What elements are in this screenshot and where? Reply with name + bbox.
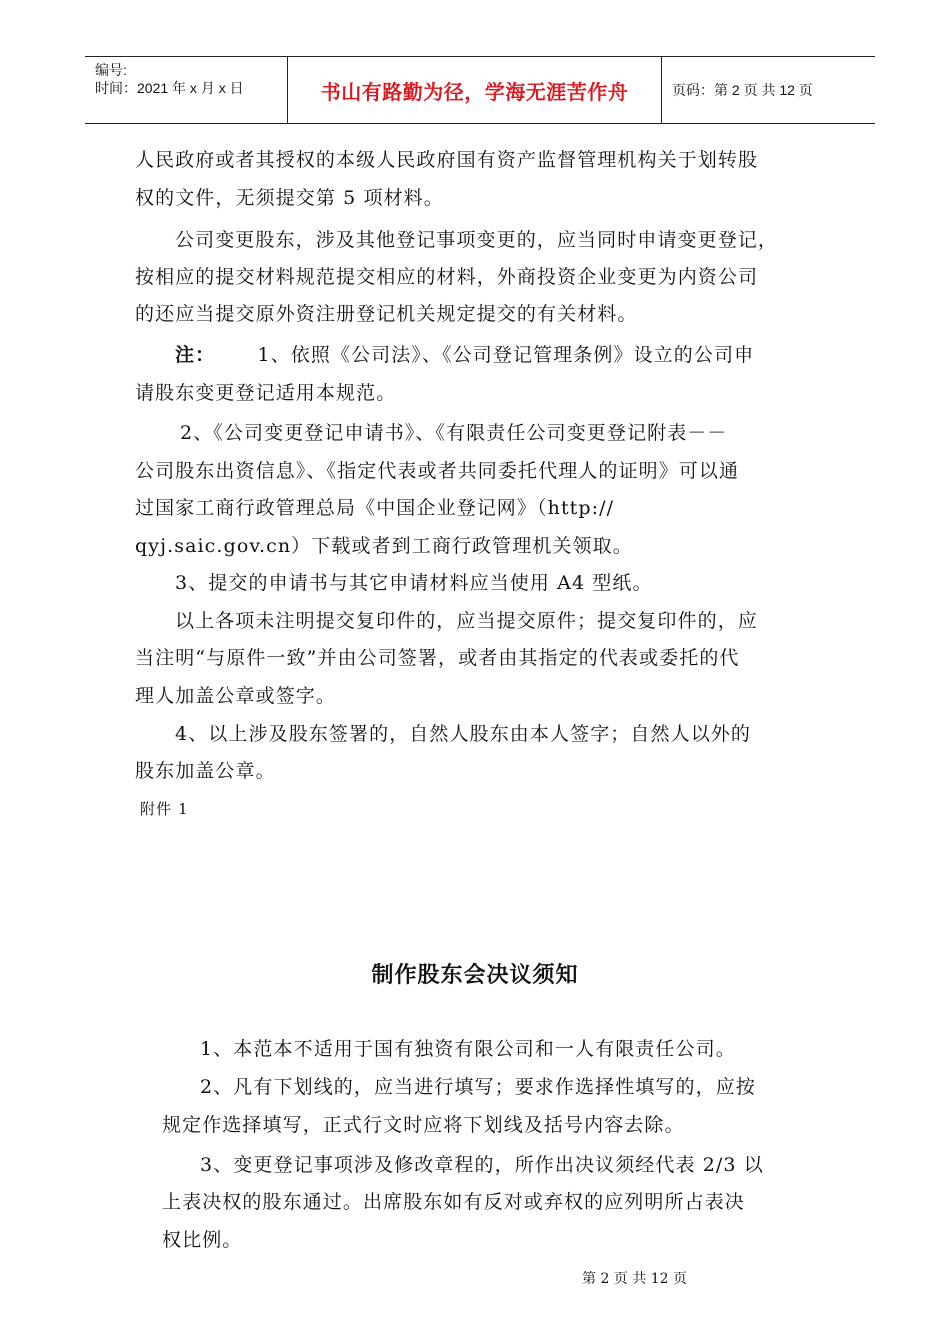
section-title: 制作股东会决议须知 — [371, 963, 579, 988]
paragraph-line: 股东加盖公章。 — [135, 760, 276, 782]
page-footer: 第 2 页 共 12 页 — [582, 1271, 687, 1287]
paragraph-line: 人民政府或者其授权的本级人民政府国有资产监督管理机构关于划转股 — [135, 149, 759, 171]
note-3-line: 3、提交的申请书与其它申请材料应当使用 A4 型纸。 — [175, 572, 653, 594]
header-meta — [85, 57, 287, 123]
paragraph-line: 权的文件，无须提交第 5 项材料。 — [135, 187, 444, 209]
note-4-line: 4、以上涉及股东签署的，自然人股东由本人签字；自然人以外的 — [175, 723, 751, 745]
paragraph-line: 以上各项未注明提交复印件的，应当提交原件；提交复印件的，应 — [175, 610, 758, 632]
section-item-2: 2、凡有下划线的，应当进行填写；要求作选择性填写的，应按 — [200, 1076, 756, 1098]
attachment-label: 附件 1 — [140, 800, 189, 818]
paragraph-line: 规定作选择填写，正式行文时应将下划线及括号内容去除。 — [162, 1114, 685, 1136]
paragraph-line: qyj.saic.gov.cn）下载或者到工商行政管理机关领取。 — [135, 535, 633, 557]
page-header — [85, 56, 875, 124]
paragraph-line: 公司股东出资信息》、《指定代表或者共同委托代理人的证明》可以通 — [135, 460, 740, 482]
document-date: 时间：2021 年 x 月 x 日 — [95, 80, 244, 96]
note-label: 注： — [175, 344, 216, 366]
note-1-text: 1、依照《公司法》、《公司登记管理条例》设立的公司申 — [257, 344, 755, 366]
note-1-line — [175, 342, 754, 368]
header-page-info: 页码：第 2 页 共 12 页 — [672, 82, 813, 98]
paragraph-line: 请股东变更登记适用本规范。 — [135, 382, 397, 404]
section-item-3: 3、变更登记事项涉及修改章程的，所作出决议须经代表 2/3 以 — [200, 1154, 764, 1176]
paragraph-line: 理人加盖公章或签字。 — [135, 685, 337, 707]
paragraph-line: 过国家工商行政管理总局《中国企业登记网》（http:// — [135, 497, 615, 519]
section-item-1: 1、本范本不适用于国有独资有限公司和一人有限责任公司。 — [200, 1038, 736, 1060]
paragraph-line: 当注明“与原件一致”并由公司签署，或者由其指定的代表或委托的代 — [135, 647, 740, 669]
header-motto: 书山有路勤为径，学海无涯苦作舟 — [287, 57, 662, 123]
paragraph-line: 的还应当提交原外资注册登记机关规定提交的有关材料。 — [135, 303, 638, 325]
paragraph-line: 按相应的提交材料规范提交相应的材料，外商投资企业变更为内资公司 — [135, 266, 759, 288]
document-number-label: 编号: — [95, 62, 127, 78]
paragraph-line: 权比例。 — [162, 1229, 243, 1251]
note-2-line: 2、《公司变更登记申请书》、《有限责任公司变更登记附表－－ — [180, 422, 728, 444]
paragraph-line: 上表决权的股东通过。出席股东如有反对或弃权的应列明所占表决 — [162, 1191, 745, 1213]
paragraph-line: 公司变更股东，涉及其他登记事项变更的，应当同时申请变更登记， — [175, 229, 779, 251]
